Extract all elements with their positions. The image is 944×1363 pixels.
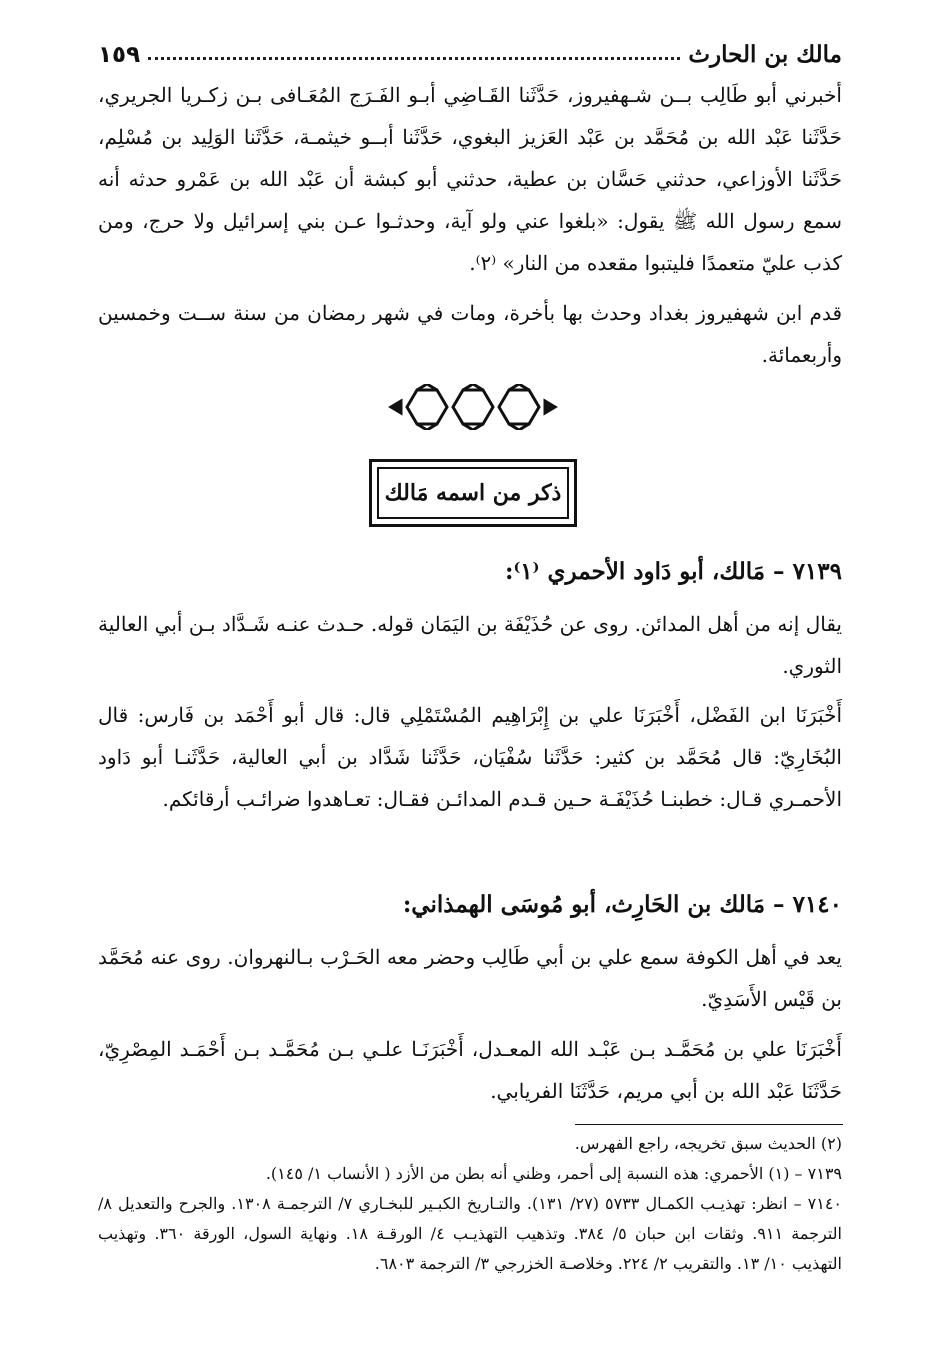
- footnote-separator: [575, 1124, 843, 1125]
- entry-7139-paragraph-2: أَخْبَرَنَا ابن الفَضْل، أَخْبَرَنَا علي بن إِبْرَاهِيم المُسْتَمْلِي قال: قال أبو أَحْمَد بن فَارس: قال البُخَارِيّ: قال مُحَمَّد بن كثير: حَدَّثَنا سُفْيَان، حَدَّثَنا شَدَّاد بن أبي العالية، حَدَّثَنـا أبو دَاود الأحمـري قـال: خطبنـا حُذَيْفَـة حـين قـدم المدائـن فقـال: تعـاهدوا ضرائـب أرقائكم.: [98, 703, 842, 811]
- running-title: مالك بن الحارث: [688, 41, 842, 68]
- footnote-7140: ٧١٤٠ – انظر: تهذيـب الكمـال ٥٧٣٣ (٢٧/ ١٣١). والتـاريخ الكبـير للبخـاري ٧/ الترجمـة ١٣٠٨. والجرح والتعديل ٨/ الترجمة ٩١١. وثقات ابن حبان ٥/ ٣٨٤. وتذهيب التهذيـب ٤/ الورقـة ١٨. ونهاية السول، الورقة ٣٦٠. وتهذيب التهذيب ١٠/ ١٣. والتقريب ٢/ ٢٢٤. وخلاصـة الخزرجي ٣/ الترجمة ٦٨٠٣.: [98, 1194, 843, 1273]
- footnote-2: (٢) الحديث سبق تخريجه، راجع الفهرس.: [574, 1134, 842, 1153]
- entry-heading-7139: ٧١٣٩ – مَالك، أبو دَاود الأحمري ⁽١⁾:: [504, 558, 842, 585]
- footnotes: [98, 1129, 842, 1279]
- section-heading: ذكر من اسمه مَالك: [377, 467, 569, 519]
- header-dot-leader: [148, 57, 680, 60]
- intro-paragraph-2: قدم ابن شهفيروز بغداد وحدث بها بأخرة، ومات في شهر رمضان من سنة ســت وخمسين وأربعمائة.: [98, 301, 842, 367]
- footnote-7139: ٧١٣٩ – (١) الأحمري: هذه النسبة إلى أحمر، وظني أنه بطن من الأزد ( الأنساب ١/ ١٤٥).: [265, 1164, 842, 1183]
- entry-7139-paragraph-1: يقال إنه من أهل المدائن. روى عن حُذَيْفَة بن اليَمَان قوله. حـدث عنـه شَـدَّاد بـن أبي العالية الثوري.: [98, 612, 842, 678]
- entry-heading-7140: ٧١٤٠ – مَالك بن الحَارِث، أبو مُوسَى الهمذاني:: [402, 891, 842, 918]
- entry-7140-paragraph-1: يعد في أهل الكوفة سمع علي بن أبي طَالِب وحضر معه الحَـرْب بـالنهروان. روى عنه مُحَمَّد بن قَيْس الأَسَدِيّ.: [98, 945, 842, 1011]
- page-number: ١٥٩: [98, 42, 141, 68]
- entry-7140-paragraph-2: أَخْبَرَنَا علي بن مُحَمَّـد بـن عَبْـد الله المعـدل، أَخْبَرَنَـا علـي بـن مُحَمَّـد بـن أَحْمَـد المِصْرِيّ، حَدَّثَنَا عَبْد الله بن أبي مريم، حَدَّثَنَا الفريابي.: [98, 1037, 842, 1103]
- page-header: [98, 28, 842, 68]
- intro-paragraph-1: أخبرني أبو طَالِب بــن شـهفيروز، حَدَّثَنا القَـاضِي أبـو الفَـرَج المُعَـافى بـن زكـريا الجريري، حَدَّثَنا عَبْد الله بن مُحَمَّد بن عَبْد العَزيز البغوي، حَدَّثَنا أبــو خيثمـة، حَدَّثَنا الوَلِيد بن مُسْلِم، حَدَّثَنا الأوزاعي، حدثني حَسَّان بن عطية، حدثني أبو كبشة أن عَبْد الله بن عَمْرو حدثه أنه سمع رسول الله ﷺ يقول: «بلغوا عني ولو آية، وحدثـوا عـن بني إسرائيل ولا حرج، ومن كذب عليّ متعمدًا فليتبوا مقعده من النار» ⁽٢⁾.: [98, 83, 843, 275]
- divider-ornament: [387, 384, 559, 430]
- section-heading-box: [369, 459, 577, 527]
